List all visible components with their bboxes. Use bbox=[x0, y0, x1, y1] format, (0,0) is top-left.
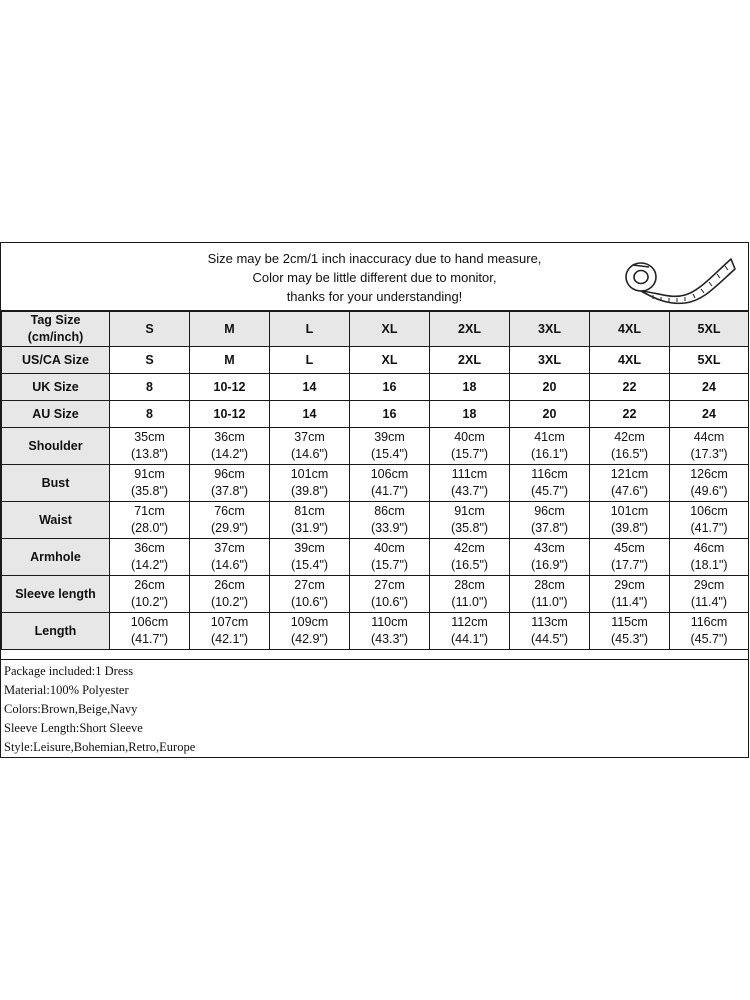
measure-cell-text: 39cm bbox=[374, 430, 405, 444]
measure-cell bbox=[670, 613, 749, 650]
measure-cell bbox=[190, 539, 270, 576]
row-label-text: Shoulder bbox=[28, 438, 83, 453]
info-style: Style:Leisure,Bohemian,Retro,Europe bbox=[4, 740, 196, 754]
measure-cell-text: 42cm bbox=[454, 541, 485, 555]
size-header bbox=[270, 312, 350, 347]
row-label-text: Armhole bbox=[30, 549, 81, 564]
measure-cell bbox=[270, 465, 350, 502]
measure-cell bbox=[190, 576, 270, 613]
measure-cell-text: 101cm bbox=[290, 467, 329, 481]
size-cell bbox=[510, 401, 590, 428]
measure-cell-text: (10.6") bbox=[290, 595, 329, 609]
measure-cell-text: 111cm bbox=[451, 467, 488, 481]
measure-cell bbox=[590, 502, 670, 539]
measure-cell-text: (14.2") bbox=[130, 558, 169, 572]
measure-cell bbox=[670, 465, 749, 502]
size-header-text: XL bbox=[381, 321, 398, 336]
measure-cell-text: 36cm bbox=[214, 430, 245, 444]
measure-cell-text: 41cm bbox=[534, 430, 565, 444]
measure-cell-text: (11.0") bbox=[531, 595, 568, 609]
measure-cell-text: 27cm bbox=[294, 578, 325, 592]
measure-cell bbox=[670, 539, 749, 576]
size-cell bbox=[110, 347, 190, 374]
row-label-text: AU Size bbox=[32, 406, 79, 421]
measure-cell bbox=[110, 502, 190, 539]
size-cell-text: 24 bbox=[702, 379, 716, 394]
measure-cell-text: 116cm bbox=[690, 615, 728, 629]
tag-size-header bbox=[2, 312, 110, 347]
measure-row bbox=[2, 576, 749, 613]
row-label bbox=[2, 539, 110, 576]
size-cell bbox=[590, 347, 670, 374]
row-label bbox=[2, 428, 110, 465]
measure-cell-text: (37.8") bbox=[530, 521, 569, 535]
measure-cell bbox=[110, 576, 190, 613]
size-cell bbox=[110, 401, 190, 428]
measure-cell-text: (35.8") bbox=[130, 484, 169, 498]
measure-cell bbox=[350, 428, 430, 465]
measure-cell bbox=[510, 428, 590, 465]
measure-cell-text: 110cm bbox=[371, 615, 408, 629]
measure-cell-text: 35cm bbox=[134, 430, 165, 444]
size-header-text: 5XL bbox=[697, 321, 721, 336]
size-cell bbox=[190, 374, 270, 401]
measure-cell-text: (39.8") bbox=[290, 484, 329, 498]
measure-cell-text: (10.2") bbox=[210, 595, 249, 609]
measure-cell-text: 116cm bbox=[531, 467, 568, 481]
measure-cell-text: (37.8") bbox=[210, 484, 249, 498]
measure-cell-text: 36cm bbox=[134, 541, 165, 555]
measure-cell-text: (47.6") bbox=[610, 484, 649, 498]
row-label bbox=[2, 374, 110, 401]
size-cell bbox=[670, 374, 749, 401]
measure-cell-text: 27cm bbox=[374, 578, 405, 592]
size-table-body bbox=[2, 312, 749, 650]
measure-row bbox=[2, 613, 749, 650]
measure-cell-text: 109cm bbox=[290, 615, 329, 629]
size-header-text: M bbox=[224, 321, 235, 336]
size-cell bbox=[270, 401, 350, 428]
measure-cell-text: (28.0") bbox=[130, 521, 169, 535]
size-cell-text: 3XL bbox=[538, 352, 561, 367]
size-cell-text: 18 bbox=[462, 379, 477, 394]
measure-cell bbox=[670, 428, 749, 465]
row-label bbox=[2, 465, 110, 502]
size-header bbox=[190, 312, 270, 347]
measure-cell-text: 40cm bbox=[374, 541, 405, 555]
size-cell-text: 22 bbox=[622, 379, 637, 394]
measure-cell-text: (14.6") bbox=[290, 447, 329, 461]
size-header bbox=[350, 312, 430, 347]
measure-cell-text: (45.7") bbox=[530, 484, 569, 498]
measure-cell bbox=[270, 613, 350, 650]
measure-cell bbox=[430, 502, 510, 539]
size-cell-text: L bbox=[305, 352, 314, 367]
size-header-text: L bbox=[305, 321, 314, 336]
measure-cell bbox=[270, 502, 350, 539]
row-label-text: Sleeve length bbox=[15, 586, 96, 601]
size-cell bbox=[190, 347, 270, 374]
measure-cell-text: 42cm bbox=[614, 430, 645, 444]
measure-cell bbox=[190, 613, 270, 650]
size-header-text: 4XL bbox=[618, 321, 641, 336]
info-colors: Colors:Brown,Beige,Navy bbox=[4, 702, 138, 716]
size-cell-text: 4XL bbox=[618, 352, 641, 367]
size-cell-text: 5XL bbox=[697, 352, 721, 367]
size-cell-text: 20 bbox=[542, 406, 557, 421]
row-label bbox=[2, 613, 110, 650]
measure-cell bbox=[670, 502, 749, 539]
tag-size-header-text: Tag Size bbox=[30, 313, 81, 327]
measure-cell bbox=[190, 502, 270, 539]
measure-cell bbox=[590, 576, 670, 613]
measure-row bbox=[2, 465, 749, 502]
measure-cell-text: (31.9") bbox=[290, 521, 329, 535]
measure-cell-text: 45cm bbox=[614, 541, 645, 555]
measure-cell-text: 91cm bbox=[134, 467, 165, 481]
size-cell-text: 22 bbox=[622, 406, 637, 421]
measure-cell-text: (42.1") bbox=[210, 632, 249, 646]
size-cell bbox=[430, 347, 510, 374]
info-package: Package included:1 Dress bbox=[4, 664, 134, 678]
measure-cell-text: (10.6") bbox=[370, 595, 409, 609]
size-cell-text: 14 bbox=[302, 379, 317, 394]
size-cell bbox=[430, 401, 510, 428]
row-label-text: Waist bbox=[39, 512, 72, 527]
measure-cell-text: (41.7") bbox=[370, 484, 409, 498]
measure-cell-text: (44.1") bbox=[450, 632, 489, 646]
size-header-text: S bbox=[145, 321, 154, 336]
measure-cell-text: (16.1") bbox=[530, 447, 569, 461]
row-label-text: Length bbox=[34, 623, 77, 638]
size-cell bbox=[350, 401, 430, 428]
size-cell-text: 14 bbox=[302, 406, 317, 421]
measure-cell-text: (45.3") bbox=[610, 632, 649, 646]
measure-cell bbox=[590, 428, 670, 465]
measure-cell-text: 46cm bbox=[693, 541, 725, 555]
row-label bbox=[2, 401, 110, 428]
measure-cell bbox=[590, 539, 670, 576]
size-cell bbox=[270, 347, 350, 374]
measure-cell bbox=[270, 428, 350, 465]
measure-cell bbox=[430, 613, 510, 650]
row-label-text: US/CA Size bbox=[22, 352, 89, 367]
measure-cell-text: (15.7") bbox=[450, 447, 489, 461]
measure-cell-text: 26cm bbox=[134, 578, 165, 592]
measure-cell-text: 107cm bbox=[210, 615, 249, 629]
measure-cell-text: (42.9") bbox=[290, 632, 329, 646]
size-cell-text: M bbox=[224, 352, 235, 367]
info-material: Material:100% Polyester bbox=[4, 683, 129, 697]
size-cell-text: 18 bbox=[462, 406, 477, 421]
measure-cell-text: 112cm bbox=[451, 615, 488, 629]
measure-cell-text: (18.1") bbox=[690, 558, 728, 572]
measure-cell bbox=[270, 539, 350, 576]
size-cell-text: 10-12 bbox=[213, 406, 246, 421]
measure-cell bbox=[430, 576, 510, 613]
size-header bbox=[590, 312, 670, 347]
measure-cell bbox=[510, 502, 590, 539]
measure-cell bbox=[670, 576, 749, 613]
measure-cell bbox=[350, 465, 430, 502]
size-cell-text: 20 bbox=[542, 379, 557, 394]
measuring-tape-icon bbox=[619, 249, 737, 305]
size-cell-text: 8 bbox=[146, 406, 153, 421]
measure-cell-text: 96cm bbox=[534, 504, 565, 518]
size-header bbox=[110, 312, 190, 347]
size-cell bbox=[270, 374, 350, 401]
size-cell-text: 16 bbox=[382, 406, 397, 421]
measure-cell-text: 43cm bbox=[534, 541, 565, 555]
notice-line: Color may be little different due to monitor, bbox=[252, 270, 497, 285]
measure-cell-text: 76cm bbox=[214, 504, 245, 518]
measure-cell bbox=[510, 613, 590, 650]
measure-cell-text: (29.9") bbox=[210, 521, 249, 535]
measure-cell-text: 26cm bbox=[214, 578, 245, 592]
row-label bbox=[2, 502, 110, 539]
notice-line: thanks for your understanding! bbox=[286, 289, 463, 304]
notice-line: Size may be 2cm/1 inch inaccuracy due to hand measure, bbox=[207, 251, 542, 266]
measure-cell-text: (44.5") bbox=[530, 632, 569, 646]
measure-cell-text: (16.9") bbox=[530, 558, 569, 572]
measure-cell bbox=[110, 539, 190, 576]
measure-cell-text: 81cm bbox=[294, 504, 325, 518]
measure-cell bbox=[350, 502, 430, 539]
measure-cell bbox=[110, 613, 190, 650]
measure-cell-text: (35.8") bbox=[450, 521, 489, 535]
size-header-text: 3XL bbox=[538, 321, 561, 336]
measure-cell-text: 106cm bbox=[130, 615, 169, 629]
info-sleeve-length: Sleeve Length:Short Sleeve bbox=[4, 721, 143, 735]
row-label-text: UK Size bbox=[32, 379, 79, 394]
measure-cell-text: 37cm bbox=[214, 541, 245, 555]
measure-cell-text: (11.4") bbox=[690, 595, 728, 609]
size-cell-text: XL bbox=[381, 352, 398, 367]
size-header-text: 2XL bbox=[458, 321, 481, 336]
measure-row bbox=[2, 428, 749, 465]
measure-cell-text: (45.7") bbox=[690, 632, 728, 646]
size-header bbox=[430, 312, 510, 347]
measure-cell-text: (15.4") bbox=[290, 558, 329, 572]
size-cell bbox=[430, 374, 510, 401]
measure-cell-text: 106cm bbox=[370, 467, 409, 481]
measure-cell-text: 126cm bbox=[690, 467, 728, 481]
measure-cell bbox=[430, 428, 510, 465]
row-label-text: Bust bbox=[41, 475, 70, 490]
size-cell bbox=[510, 374, 590, 401]
measure-cell-text: 71cm bbox=[134, 504, 165, 518]
size-cell bbox=[590, 401, 670, 428]
measure-cell bbox=[510, 465, 590, 502]
measure-cell-text: 106cm bbox=[690, 504, 728, 518]
size-cell-text: 2XL bbox=[458, 352, 481, 367]
measure-cell bbox=[430, 539, 510, 576]
measure-row bbox=[2, 502, 749, 539]
measure-cell-text: (39.8") bbox=[610, 521, 649, 535]
measure-cell bbox=[110, 428, 190, 465]
header-row bbox=[2, 312, 749, 347]
measure-cell bbox=[110, 465, 190, 502]
measure-cell-text: 44cm bbox=[693, 430, 725, 444]
measure-cell bbox=[510, 539, 590, 576]
measure-cell-text: 29cm bbox=[693, 578, 725, 592]
size-cell-text: 10-12 bbox=[213, 379, 246, 394]
measure-cell-text: (17.7") bbox=[610, 558, 649, 572]
measure-cell-text: 121cm bbox=[610, 467, 649, 481]
measure-cell bbox=[510, 576, 590, 613]
measure-cell bbox=[270, 576, 350, 613]
measure-cell bbox=[590, 465, 670, 502]
size-cell-text: 24 bbox=[702, 406, 716, 421]
measure-cell-text: (43.7") bbox=[450, 484, 489, 498]
measure-cell-text: 28cm bbox=[534, 578, 565, 592]
measure-cell-text: 28cm bbox=[454, 578, 485, 592]
measure-cell-text: (17.3") bbox=[690, 447, 728, 461]
size-row bbox=[2, 401, 749, 428]
measure-cell bbox=[350, 576, 430, 613]
size-cell bbox=[110, 374, 190, 401]
measure-cell-text: 40cm bbox=[454, 430, 485, 444]
row-label bbox=[2, 576, 110, 613]
size-row bbox=[2, 347, 749, 374]
measure-cell-text: (16.5") bbox=[450, 558, 489, 572]
measure-cell-text: (41.7") bbox=[690, 521, 728, 535]
measure-cell-text: (41.7") bbox=[130, 632, 169, 646]
measure-cell-text: 115cm bbox=[611, 615, 648, 629]
measure-cell-text: 37cm bbox=[294, 430, 325, 444]
measure-cell-text: (14.2") bbox=[210, 447, 249, 461]
size-cell bbox=[350, 347, 430, 374]
measure-cell-text: (10.2") bbox=[130, 595, 169, 609]
measure-cell-text: 113cm bbox=[531, 615, 568, 629]
row-label bbox=[2, 347, 110, 374]
measure-cell-text: 39cm bbox=[294, 541, 325, 555]
measure-cell bbox=[350, 613, 430, 650]
size-cell bbox=[510, 347, 590, 374]
measure-cell-text: 96cm bbox=[214, 467, 245, 481]
size-cell-text: 16 bbox=[382, 379, 397, 394]
measure-cell-text: (13.8") bbox=[130, 447, 169, 461]
measure-cell-text: (43.3") bbox=[370, 632, 409, 646]
measure-row bbox=[2, 539, 749, 576]
size-header bbox=[510, 312, 590, 347]
size-cell bbox=[350, 374, 430, 401]
size-cell bbox=[670, 347, 749, 374]
size-cell bbox=[670, 401, 749, 428]
measure-cell-text: (15.7") bbox=[370, 558, 409, 572]
tag-size-header-text: (cm/inch) bbox=[27, 330, 84, 344]
size-chart bbox=[0, 242, 749, 758]
measure-cell bbox=[430, 465, 510, 502]
size-cell-text: S bbox=[145, 352, 154, 367]
measure-cell bbox=[350, 539, 430, 576]
measure-cell-text: 91cm bbox=[454, 504, 485, 518]
measure-cell bbox=[590, 613, 670, 650]
measure-cell-text: (14.6") bbox=[210, 558, 249, 572]
size-cell-text: 8 bbox=[146, 379, 153, 394]
measure-cell-text: (33.9") bbox=[370, 521, 409, 535]
measure-cell-text: (11.4") bbox=[611, 595, 648, 609]
size-cell bbox=[190, 401, 270, 428]
size-table bbox=[1, 311, 749, 650]
measure-cell bbox=[190, 465, 270, 502]
product-info bbox=[1, 659, 748, 757]
measure-cell-text: (49.6") bbox=[690, 484, 728, 498]
measure-cell-text: 86cm bbox=[374, 504, 405, 518]
measure-cell-text: 101cm bbox=[610, 504, 649, 518]
size-cell bbox=[590, 374, 670, 401]
measure-cell-text: (11.0") bbox=[451, 595, 488, 609]
measure-cell-text: (15.4") bbox=[370, 447, 409, 461]
measure-cell bbox=[190, 428, 270, 465]
measure-cell-text: 29cm bbox=[614, 578, 645, 592]
size-header bbox=[670, 312, 749, 347]
measure-cell-text: (16.5") bbox=[610, 447, 649, 461]
size-row bbox=[2, 374, 749, 401]
notice-header bbox=[1, 243, 748, 311]
